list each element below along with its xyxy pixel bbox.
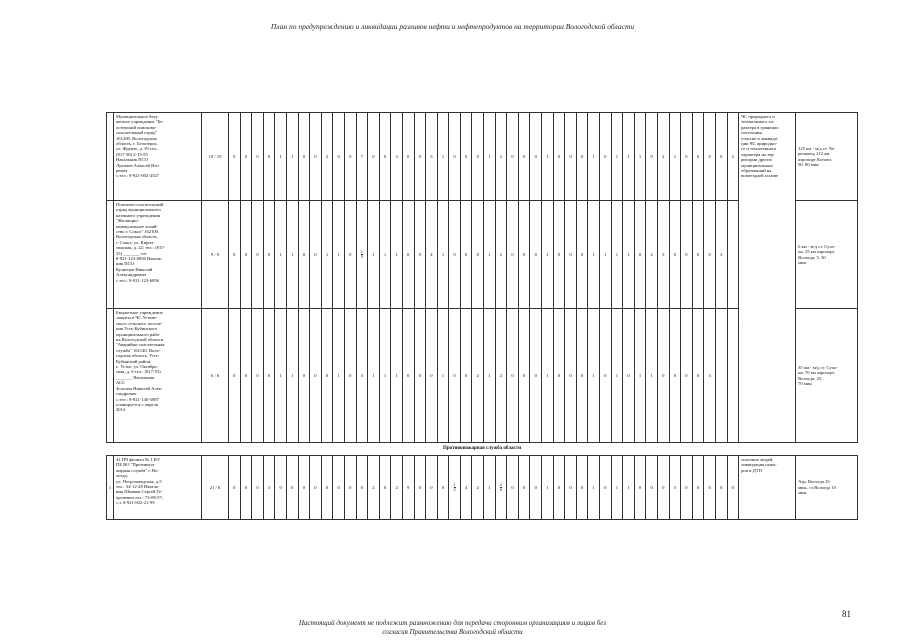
distance-cell	[796, 456, 858, 520]
text-line: реповец; 212 км	[798, 151, 830, 157]
text-line: сандрович	[116, 391, 137, 397]
organization-cell	[114, 201, 202, 309]
digit-cell: 0	[229, 201, 241, 309]
digit-cell: 0	[565, 201, 577, 309]
text-line: 33) _______ сот	[116, 250, 147, 256]
digit-cell: 0	[507, 113, 519, 201]
digit-cell: 1	[437, 309, 449, 443]
digit-cell: 1	[379, 201, 391, 309]
digit-cell: 3	[657, 201, 669, 309]
digit-cell: 1	[542, 309, 554, 443]
text-line: 125 км - м/д ст. Че-	[798, 145, 836, 151]
digit-cell: 2	[321, 113, 333, 201]
digit-cell: 0	[298, 456, 310, 520]
text-line: служба" 161140, Воло-	[116, 347, 161, 353]
text-line: аэропорт Котово;	[798, 156, 832, 162]
digit-cell: 0	[681, 113, 693, 201]
digit-cell: 0	[426, 309, 438, 443]
footer-line-1: Настоящий документ не подлежит размножению для передачи сторонним организациям и лицам без	[298, 619, 607, 627]
digit-cell: 0	[344, 456, 356, 520]
fraction-value	[361, 250, 363, 259]
page-number: 81	[842, 609, 851, 619]
text-line: "Жилищно-	[116, 218, 140, 224]
digit-cell: 0	[565, 113, 577, 201]
digit-cell	[727, 309, 739, 443]
digit-cell: 0	[576, 201, 588, 309]
digit-cell: 2	[495, 113, 507, 201]
text-line: спасательный отряд"	[116, 130, 158, 136]
digit-cell: 1	[484, 456, 496, 520]
digit-cell: 1	[275, 309, 287, 443]
digit-cell: 0	[310, 456, 322, 520]
text-line: Муниципальное бюд-	[116, 114, 159, 119]
text-line: на, 70 км аэропорт	[798, 370, 835, 376]
digit-cell: 1	[321, 201, 333, 309]
margin-mark: .	[742, 324, 744, 329]
digit-cell	[449, 456, 461, 520]
text-line: планируется с апреля	[116, 401, 158, 407]
digit-cell: 0	[263, 113, 275, 201]
fraction-bottom: 6	[499, 486, 502, 492]
text-line: 2014	[116, 407, 126, 413]
digit-cell: 0	[449, 201, 461, 309]
digit-cell: 0	[681, 309, 693, 443]
digit-cell: 0	[576, 113, 588, 201]
digit-cell: 1	[588, 309, 600, 443]
text-line: Начальник ПСО	[116, 157, 148, 163]
digit-cell: 0	[426, 456, 438, 520]
digit-cell: 0	[344, 309, 356, 443]
digit-cell: 3	[391, 113, 403, 201]
digit-cell: 0	[692, 309, 704, 443]
digit-cell: 1	[484, 113, 496, 201]
digit-cell: 0	[414, 113, 426, 201]
text-line: жетное учреждение "Бе-	[116, 119, 164, 125]
digit-cell: 0	[252, 113, 264, 201]
digit-cell: 0	[565, 456, 577, 520]
digit-cell: 0	[553, 201, 565, 309]
digit-cell: 1	[542, 201, 554, 309]
staff-ratio: 21 / 6	[202, 456, 229, 520]
digit-cell: 0	[402, 113, 414, 201]
digit-cell: 0	[553, 456, 565, 520]
tasks-cell	[739, 456, 796, 520]
digit-cell: 0	[368, 113, 380, 201]
digit-cell: 0	[229, 113, 241, 201]
digit-cell: 1	[588, 456, 600, 520]
digit-cell: 0	[646, 113, 658, 201]
digit-cell: 0	[402, 309, 414, 443]
digit-cell: 2	[391, 456, 403, 520]
digit-cell: 1	[669, 113, 681, 201]
digit-cell: 0	[229, 456, 241, 520]
text-line: ская, д. 6 тел.: (817-53)	[116, 369, 161, 375]
digit-cell: 2	[727, 113, 739, 201]
digit-cell: 0	[310, 113, 322, 201]
fraction-top: 1	[360, 248, 363, 254]
tasks-cell	[739, 113, 796, 443]
organization-cell	[114, 113, 202, 201]
text-line: Кузнецов Николай	[116, 266, 153, 272]
digit-cell: 1	[611, 309, 623, 443]
digit-cell	[495, 456, 507, 520]
text-line: (817-56) 2-15-55	[116, 151, 148, 157]
text-line: Вологда; 5, 30	[798, 254, 826, 260]
digit-cell: 0	[530, 113, 542, 201]
text-line: Александрович	[116, 272, 147, 278]
text-line: оргиевич тел.: 73-08-57;	[116, 494, 164, 500]
digit-cell: 0	[402, 201, 414, 309]
text-line: Золотин Николай Алек-	[116, 385, 163, 391]
digit-cell: 1	[646, 309, 658, 443]
digit-cell: 1	[275, 201, 287, 309]
digit-cell: 1	[588, 201, 600, 309]
digit-cell: 0	[240, 113, 252, 201]
digit-cell: 0	[344, 113, 356, 201]
text-line: ул. Фрунзе, д. 39 тел.,	[116, 146, 159, 152]
digit-cell: 3	[426, 113, 438, 201]
digit-cell: 0	[727, 456, 739, 520]
digit-cell: 0	[449, 113, 461, 201]
digit-cell: 1	[391, 201, 403, 309]
digit-cell: 0	[518, 201, 530, 309]
text-line: "Аварийно-спасательная	[116, 342, 165, 348]
text-line: Лукичев Алексей Иго-	[116, 162, 161, 168]
text-line: с.тел.: 8-921-140-5887	[116, 396, 159, 402]
digit-cell: 0	[530, 201, 542, 309]
text-line: с. Устье, ул. Октябрь-	[116, 364, 159, 370]
fraction-top: 1	[453, 481, 456, 487]
text-line: Вологодская область,	[116, 234, 158, 240]
footer-line-2: согласия Правительства Вологодской области	[382, 628, 523, 636]
digit-cell: 0	[692, 456, 704, 520]
digit-cell: 2	[657, 113, 669, 201]
text-line: коммунальное хозяй-	[116, 223, 158, 229]
text-line: ров и ДТП	[741, 467, 762, 473]
digit-cell: 0	[600, 456, 612, 520]
text-line: 35 км - м/д ст. Сухо-	[798, 364, 838, 370]
text-line: жарная служба" г. Во-	[116, 467, 159, 473]
digit-cell: 2	[472, 456, 484, 520]
table-row	[107, 456, 858, 520]
digit-cell: 0	[263, 201, 275, 309]
digit-cell: 1	[634, 113, 646, 201]
digit-cell: 2	[472, 309, 484, 443]
digit-cell: 0	[646, 456, 658, 520]
digit-cell: 0	[692, 201, 704, 309]
rescue-forces-table	[106, 112, 858, 520]
digit-cell: 0	[252, 201, 264, 309]
digit-cell: 0	[414, 456, 426, 520]
text-line: участие в ликвида-	[741, 135, 779, 141]
digit-cell	[715, 309, 727, 443]
text-line: Вологда; 25,	[798, 375, 823, 381]
text-line: с.тел.: 8-921-123-6856	[116, 277, 159, 283]
digit-cell: 0	[229, 309, 241, 443]
text-line: Поисково-спасательный	[116, 202, 164, 207]
digit-cell: 1	[611, 456, 623, 520]
digit-cell: 1	[379, 309, 391, 443]
text-line: защиты в ЧС Устьве-	[116, 315, 158, 321]
distance-cell	[796, 113, 858, 201]
digit-cell: 0	[333, 456, 345, 520]
digit-cell: 0	[310, 309, 322, 443]
fraction-top: 2	[499, 481, 502, 487]
text-line: спасение людей,	[741, 457, 774, 462]
text-line: годская область, Усть-	[116, 353, 160, 359]
fraction-bottom: 2	[453, 486, 456, 492]
text-line: ство г. Сокол" 162100,	[116, 229, 160, 235]
text-line: ния Усть-Кубинского	[116, 326, 158, 332]
digit-cell: 1	[623, 113, 635, 201]
text-line: логда,	[116, 473, 128, 479]
text-line: мин	[798, 259, 806, 265]
text-line: ЧС природного и	[741, 114, 775, 119]
digit-cell: 0	[263, 309, 275, 443]
row-index	[107, 113, 114, 201]
digit-cell: 0	[634, 456, 646, 520]
digit-cell: 1	[623, 456, 635, 520]
digit-cell: 0	[507, 201, 519, 309]
digit-cell: 2	[495, 309, 507, 443]
digit-cell: 1	[391, 309, 403, 443]
section-title: Противопожарная служба области	[107, 443, 858, 456]
fraction-bottom: 5	[360, 253, 363, 259]
text-line: мин.	[798, 490, 808, 496]
digit-cell	[727, 201, 739, 309]
digit-cell: 0	[240, 309, 252, 443]
text-line: лозерский поисково-	[116, 124, 157, 130]
text-line: тел.: 34-12-28 Началь-	[116, 484, 160, 490]
digit-cell: 0	[692, 113, 704, 201]
digit-cell: 0	[298, 201, 310, 309]
digit-cell: 0	[298, 309, 310, 443]
page-footer	[0, 619, 905, 637]
digit-cell: 4	[460, 456, 472, 520]
digit-cell: 0	[565, 309, 577, 443]
digit-cell: 0	[356, 456, 368, 520]
text-line: ул. Петрозаводская, д.5	[116, 478, 162, 484]
digit-cell: 1	[588, 113, 600, 201]
digit-cell: 1	[623, 201, 635, 309]
digit-cell: 0	[252, 309, 264, 443]
digit-cell: 0	[600, 309, 612, 443]
digit-cell: 0	[600, 113, 612, 201]
text-line: рактера в границах	[741, 124, 779, 130]
row-index	[107, 309, 114, 443]
digit-cell: 0	[576, 309, 588, 443]
text-line: 41 ПЧ филиал № 1 КУ	[116, 457, 161, 462]
digit-cell: 0	[704, 201, 716, 309]
digit-cell: 0	[715, 456, 727, 520]
digit-cell: 0	[634, 201, 646, 309]
digit-cell: 0	[344, 201, 356, 309]
text-line: ции ЧС природно-	[741, 141, 778, 147]
digit-cell: 0	[472, 113, 484, 201]
text-line: Бюджетное учреждение	[116, 310, 163, 315]
digit-cell: 0	[507, 309, 519, 443]
staff-ratio: 9 / 9	[202, 201, 229, 309]
digit-cell: 0	[437, 456, 449, 520]
text-line: Аэр. Вологда 25	[798, 479, 830, 485]
digit-cell: 0	[460, 309, 472, 443]
digit-cell: 0	[460, 201, 472, 309]
text-line: образований на	[741, 168, 772, 174]
text-line: ник Шмаков Сергей Ге-	[116, 489, 163, 495]
digit-cell: 0	[704, 113, 716, 201]
digit-cell: 1	[333, 201, 345, 309]
digit-cell: 0	[449, 309, 461, 443]
digit-cell: 1	[437, 113, 449, 201]
text-line: ритории других	[741, 157, 772, 163]
fraction-value	[500, 483, 502, 492]
text-line: 6 км - м/д ст. Сухо-	[798, 243, 836, 249]
digit-cell: 2	[495, 201, 507, 309]
digit-cell: 0	[298, 113, 310, 201]
digit-cell: 1	[368, 309, 380, 443]
digit-cell: 9	[402, 456, 414, 520]
text-line: поселения;	[741, 130, 763, 136]
digit-cell: 2	[368, 456, 380, 520]
digit-cell: 0	[553, 113, 565, 201]
digit-cell: 0	[414, 309, 426, 443]
digit-cell: 0	[518, 309, 530, 443]
distance-cell	[796, 201, 858, 309]
digit-cell: 3	[263, 456, 275, 520]
digit-cell: 1	[611, 113, 623, 201]
text-line: характера на тер-	[741, 151, 775, 157]
text-line: казенного учреждения	[116, 212, 161, 218]
section-row	[107, 443, 858, 456]
digit-cell: 1	[286, 113, 298, 201]
organization-cell	[114, 456, 202, 520]
digit-cell: 1	[437, 201, 449, 309]
digit-cell: 5	[669, 456, 681, 520]
text-line: область, г. Белозерск,	[116, 141, 158, 147]
text-line: Кубинский район,	[116, 358, 152, 364]
text-line: тинская, д. 22; тел.: (817-	[116, 245, 166, 251]
text-line: 161200, Вологодская	[116, 135, 157, 141]
text-line: ского сельского поселе-	[116, 320, 163, 326]
digit-cell: 1	[611, 201, 623, 309]
text-line: с.т. 8-921-822-21-99	[116, 500, 155, 506]
digit-cell: 1	[634, 309, 646, 443]
digit-cell: 0	[286, 456, 298, 520]
text-line: муниципального райо-	[116, 331, 161, 337]
digit-cell: 0	[715, 113, 727, 201]
text-line: на Вологодской области	[116, 337, 164, 343]
text-line: ник ПСО	[116, 261, 134, 267]
table-row	[107, 113, 858, 201]
digit-cell: 0	[275, 456, 287, 520]
text-line: мин., ст.Вологда 10	[798, 484, 836, 490]
digit-cell: 1	[484, 201, 496, 309]
digit-cell: 0	[321, 309, 333, 443]
digit-cell: 1	[368, 201, 380, 309]
digit-cell: 1	[333, 309, 345, 443]
text-line: с.тел.: 8-921-002-4527	[116, 173, 159, 179]
text-line: 90, 80 мин	[798, 161, 819, 167]
digit-cell: 0	[310, 201, 322, 309]
digit-cell: 0	[669, 309, 681, 443]
digit-cell: 0	[321, 456, 333, 520]
staff-ratio: 6 / 6	[202, 309, 229, 443]
digit-cell: 0	[553, 309, 565, 443]
digit-cell: 0	[518, 456, 530, 520]
text-line: возмездной основе	[741, 173, 779, 179]
digit-cell: 0	[240, 201, 252, 309]
text-line: 8-921-123-6856 Началь-	[116, 256, 163, 262]
text-line: _______ Начальник	[116, 374, 155, 380]
text-line: г. Сокол, ул. Кирил-	[116, 239, 155, 245]
digit-cell: 7	[356, 113, 368, 201]
text-line: муниципальных	[741, 162, 773, 168]
digit-cell: 0	[379, 113, 391, 201]
text-line: ревич	[116, 168, 128, 174]
digit-cell: 0	[669, 201, 681, 309]
fraction-value	[454, 483, 456, 492]
text-line: отряд муниципального	[116, 207, 161, 213]
digit-cell: 0	[414, 201, 426, 309]
row-index: 1	[107, 456, 114, 520]
digit-cell: 3	[356, 309, 368, 443]
digit-cell: 0	[460, 113, 472, 201]
digit-cell: 1	[600, 201, 612, 309]
digit-cell: 0	[623, 309, 635, 443]
text-line: техногенного ха-	[741, 119, 775, 125]
row-index	[107, 201, 114, 309]
digit-cell: 0	[657, 456, 669, 520]
digit-cell: 3	[704, 309, 716, 443]
digit-cell: 0	[379, 456, 391, 520]
digit-cell: 0	[240, 456, 252, 520]
digit-cell: 0	[252, 456, 264, 520]
digit-cell	[356, 201, 368, 309]
digit-cell: 3	[715, 201, 727, 309]
digit-cell: 1	[542, 456, 554, 520]
digit-cell: 1	[484, 309, 496, 443]
digit-cell: 0	[333, 113, 345, 201]
digit-cell: 0	[681, 456, 693, 520]
digit-cell: 0	[518, 113, 530, 201]
digit-cell: 1	[286, 201, 298, 309]
text-line: 70 мин	[798, 380, 812, 386]
digit-cell: 0	[472, 201, 484, 309]
digit-cell: 1	[275, 113, 287, 201]
text-line: го и техногенного	[741, 146, 777, 152]
digit-cell: 1	[286, 309, 298, 443]
digit-cell: 0	[576, 456, 588, 520]
digit-cell: 0	[530, 456, 542, 520]
text-line: АСС	[116, 380, 126, 386]
digit-cell: 0	[681, 201, 693, 309]
text-line: ликвидация пожа-	[741, 462, 777, 468]
text-line: на, 25 км аэропорт	[798, 249, 835, 255]
text-line: ПБ ВО "Противопо-	[116, 462, 156, 468]
digit-cell: 2	[646, 201, 658, 309]
page-header: План по предупреждению и ликвидации разливов нефти и нефтепродуктов на территории Вологодской области	[270, 22, 635, 31]
staff-ratio: 10 / 10	[202, 113, 229, 201]
digit-cell: 0	[507, 456, 519, 520]
distance-cell	[796, 309, 858, 443]
digit-cell: 1	[542, 113, 554, 201]
digit-cell: 0	[530, 309, 542, 443]
organization-cell	[114, 309, 202, 443]
digit-cell: 0	[657, 309, 669, 443]
digit-cell: 0	[704, 456, 716, 520]
digit-cell: 4	[426, 201, 438, 309]
